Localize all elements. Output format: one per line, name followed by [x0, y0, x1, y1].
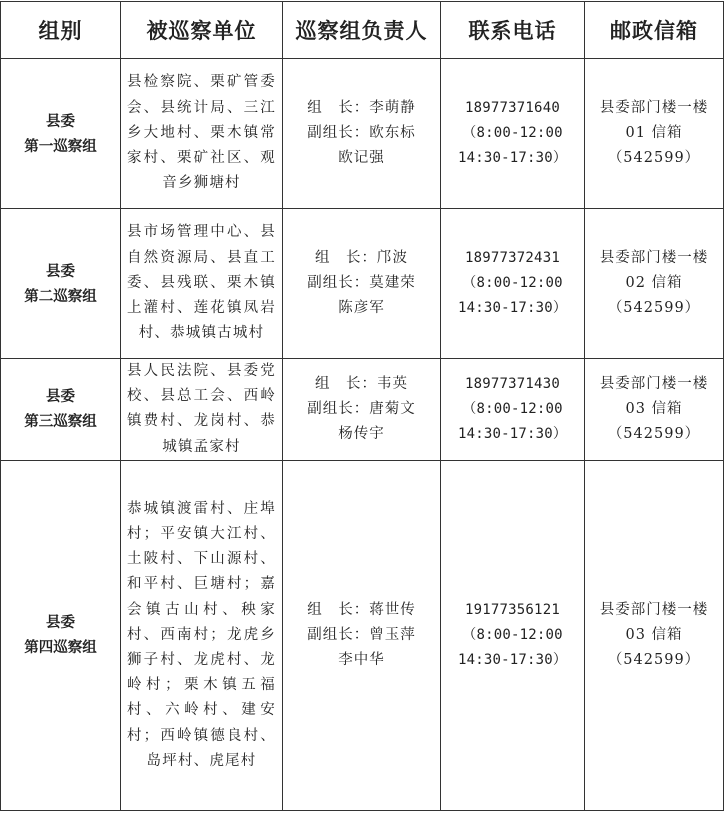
phone-hours-pm: 14:30-17:30） — [457, 651, 568, 668]
table-row — [1, 359, 724, 461]
inspection-schedule-table — [0, 1, 724, 811]
deputy-leader-line2: 欧记强 — [338, 150, 385, 167]
mailbox-postcode: （542599） — [607, 150, 701, 167]
phone-hours-am: （8:00-12:00 — [462, 400, 563, 417]
mailbox-number: 02 信箱 — [625, 274, 683, 291]
table-row — [1, 59, 724, 209]
mailbox-location: 县委部门楼一楼 — [599, 249, 709, 266]
phone-cell — [441, 460, 585, 810]
leader-line: 组 长：邝波 — [315, 249, 408, 266]
inspected-units-cell: 县市场管理中心、县自然资源局、县直工委、县残联、栗木镇上灌村、莲花镇凤岩村、恭城镇古城村 — [121, 209, 283, 359]
mailbox-number: 03 信箱 — [625, 626, 683, 643]
group-name-cell — [1, 59, 121, 209]
mailbox-number: 01 信箱 — [625, 124, 683, 141]
mailbox-postcode: （542599） — [607, 426, 701, 442]
group-name-line2: 第三巡察组 — [24, 413, 97, 431]
leader-cell — [283, 359, 441, 461]
leader-line: 组 长：蒋世传 — [307, 601, 416, 618]
group-name-line2: 第四巡察组 — [24, 639, 97, 657]
header-leader: 巡察组负责人 — [283, 2, 441, 59]
mailbox-location: 县委部门楼一楼 — [599, 99, 709, 116]
phone-number: 18977371430 — [465, 375, 560, 392]
mailbox-cell — [585, 460, 724, 810]
group-name-line2: 第一巡察组 — [24, 137, 97, 155]
leader-line: 组 长：韦英 — [315, 375, 408, 392]
leader-line: 组 长：李萌静 — [307, 99, 416, 116]
group-name-line1: 县委 — [46, 388, 75, 406]
phone-number: 18977372431 — [465, 249, 560, 266]
deputy-leader-line: 副组长：欧东标 — [307, 124, 416, 141]
inspected-units-cell: 县人民法院、县委党校、县总工会、西岭镇费村、龙岗村、恭城镇孟家村 — [121, 359, 283, 461]
deputy-leader-line2: 陈彦军 — [338, 300, 385, 317]
header-mailbox: 邮政信箱 — [585, 2, 724, 59]
group-name-cell — [1, 359, 121, 461]
phone-number: 18977371640 — [465, 99, 560, 116]
header-row — [1, 2, 724, 59]
mailbox-cell — [585, 59, 724, 209]
mailbox-postcode: （542599） — [607, 651, 701, 668]
mailbox-postcode: （542599） — [607, 300, 701, 317]
deputy-leader-line: 副组长：唐菊文 — [307, 400, 416, 417]
phone-number: 19177356121 — [465, 601, 560, 618]
deputy-leader-line: 副组长：莫建荣 — [307, 274, 416, 291]
mailbox-location: 县委部门楼一楼 — [599, 601, 709, 618]
group-name-line1: 县委 — [46, 262, 75, 280]
phone-hours-pm: 14:30-17:30） — [457, 426, 568, 442]
leader-cell — [283, 460, 441, 810]
mailbox-cell — [585, 209, 724, 359]
phone-hours-am: （8:00-12:00 — [462, 274, 563, 291]
phone-cell — [441, 209, 585, 359]
inspected-units-cell: 县检察院、栗矿管委会、县统计局、三江乡大地村、栗木镇常家村、栗矿社区、观音乡狮塘村 — [121, 59, 283, 209]
group-name-line2: 第二巡察组 — [24, 287, 97, 305]
group-name-cell — [1, 209, 121, 359]
phone-cell — [441, 59, 585, 209]
deputy-leader-line: 副组长：曾玉萍 — [307, 626, 416, 643]
inspected-units-cell: 恭城镇渡雷村、庄埠村；平安镇大江村、土陂村、下山源村、和平村、巨塘村；嘉会镇古山村、秧家村、西南村；龙虎乡狮子村、龙虎村、龙岭村；栗木镇五福村、六岭村、建安村；西岭镇德良村、岛坪村、虎尾村 — [121, 460, 283, 810]
group-name-line1: 县委 — [46, 614, 75, 632]
mailbox-cell — [585, 359, 724, 461]
phone-cell — [441, 359, 585, 461]
table-row — [1, 209, 724, 359]
phone-hours-pm: 14:30-17:30） — [457, 150, 568, 167]
group-name-line1: 县委 — [46, 112, 75, 130]
phone-hours-am: （8:00-12:00 — [462, 124, 563, 141]
table-row — [1, 460, 724, 810]
mailbox-number: 03 信箱 — [625, 400, 683, 417]
header-phone: 联系电话 — [441, 2, 585, 59]
header-group: 组别 — [1, 2, 121, 59]
mailbox-location: 县委部门楼一楼 — [599, 375, 709, 392]
group-name-cell — [1, 460, 121, 810]
header-unit: 被巡察单位 — [121, 2, 283, 59]
phone-hours-pm: 14:30-17:30） — [457, 300, 568, 317]
deputy-leader-line2: 杨传宇 — [338, 426, 385, 442]
phone-hours-am: （8:00-12:00 — [462, 626, 563, 643]
leader-cell — [283, 59, 441, 209]
deputy-leader-line2: 李中华 — [338, 651, 385, 668]
leader-cell — [283, 209, 441, 359]
